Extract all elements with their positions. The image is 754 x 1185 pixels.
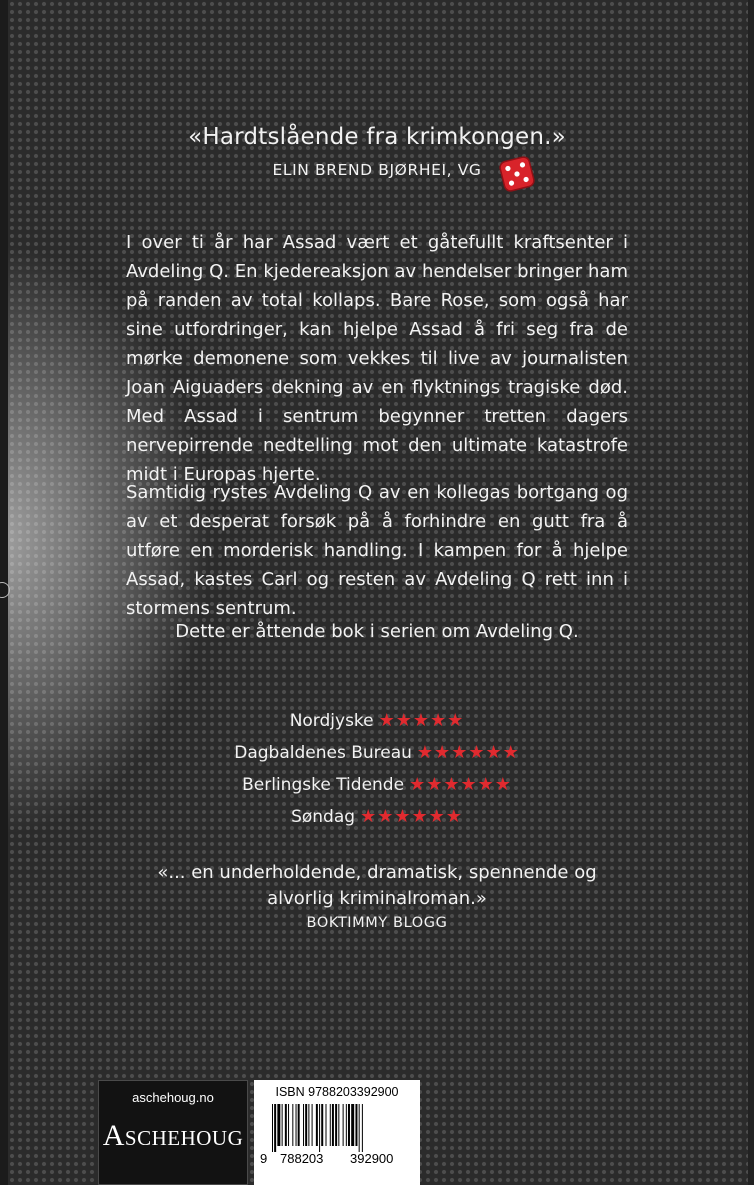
bottom-quote-line-2: alvorlig kriminalroman.» — [267, 888, 487, 909]
bottom-quote — [0, 860, 754, 934]
top-quote-source: ELIN BREND BJØRHEI, VG — [272, 161, 482, 179]
review-item — [0, 769, 754, 801]
star-rating-icon: ★★★★★★ — [360, 806, 463, 827]
isbn-box — [254, 1080, 420, 1185]
barcode — [260, 1104, 412, 1168]
top-quote: «Hardtslående fra krimkongen.» — [188, 124, 566, 150]
series-info: Dette er åttende bok i serien om Avdeling Q. — [175, 621, 579, 642]
bottom-quote-line-1: «... en underholdende, dramatisk, spennende og — [157, 862, 597, 883]
review-item — [0, 705, 754, 737]
publisher-box — [98, 1080, 248, 1185]
publisher-url: aschehoug.no — [132, 1090, 214, 1105]
review-outlet: Berlingske Tidende — [242, 775, 405, 795]
bottom-quote-source: BOKTIMMY BLOGG — [306, 915, 448, 931]
red-die-five-icon — [497, 154, 537, 194]
barcode-bars-icon — [272, 1104, 412, 1152]
star-rating-icon: ★★★★★★ — [416, 742, 520, 763]
isbn-label: ISBN 9788203392900 — [275, 1085, 399, 1099]
barcode-digits-right: 392900 — [350, 1151, 394, 1166]
review-list — [0, 705, 754, 833]
publisher-logo-rest: SCHEHOUG — [124, 1126, 244, 1150]
review-outlet: Nordjyske — [289, 711, 374, 731]
description-paragraph-2: Samtidig rystes Avdeling Q av en kollegas bortgang og av et desperat forsøk på å forhindre en gutt fra å utføre en morderisk handling. I kampen for å hjelpe Assad, kastes Carl og resten av Avdeling Q rett inn i stormens sentrum. — [126, 482, 628, 619]
star-rating-icon: ★★★★★★ — [409, 774, 512, 795]
review-item — [0, 801, 754, 833]
barcode-digits-left: 788203 — [280, 1151, 324, 1166]
review-item — [0, 737, 754, 769]
publisher-logo-initial: A — [102, 1119, 125, 1152]
review-outlet: Søndag — [291, 807, 356, 827]
star-rating-icon: ★★★★★ — [378, 710, 465, 731]
registration-mark-icon — [0, 582, 10, 598]
description-paragraph-1: I over ti år har Assad vært et gåtefullt kraftsenter i Avdeling Q. En kjedereaksjon av hendelser bringer ham på randen av total kollaps. Bare Rose, som også har sine utfordringer, kan hjelpe Assad å fri seg fra de mørke demonene som vekkes til live av journalisten Joan Aiguaders dekning av en flyktnings tragiske død. Med Assad i sentrum begynner tretten dagers nervepirrende nedtelling mot den ultimate katastrofe midt i Europas hjerte. — [126, 232, 628, 485]
publisher-logo — [99, 1119, 247, 1153]
review-outlet: Dagbaldenes Bureau — [234, 743, 412, 763]
barcode-digit-first: 9 — [260, 1151, 268, 1166]
